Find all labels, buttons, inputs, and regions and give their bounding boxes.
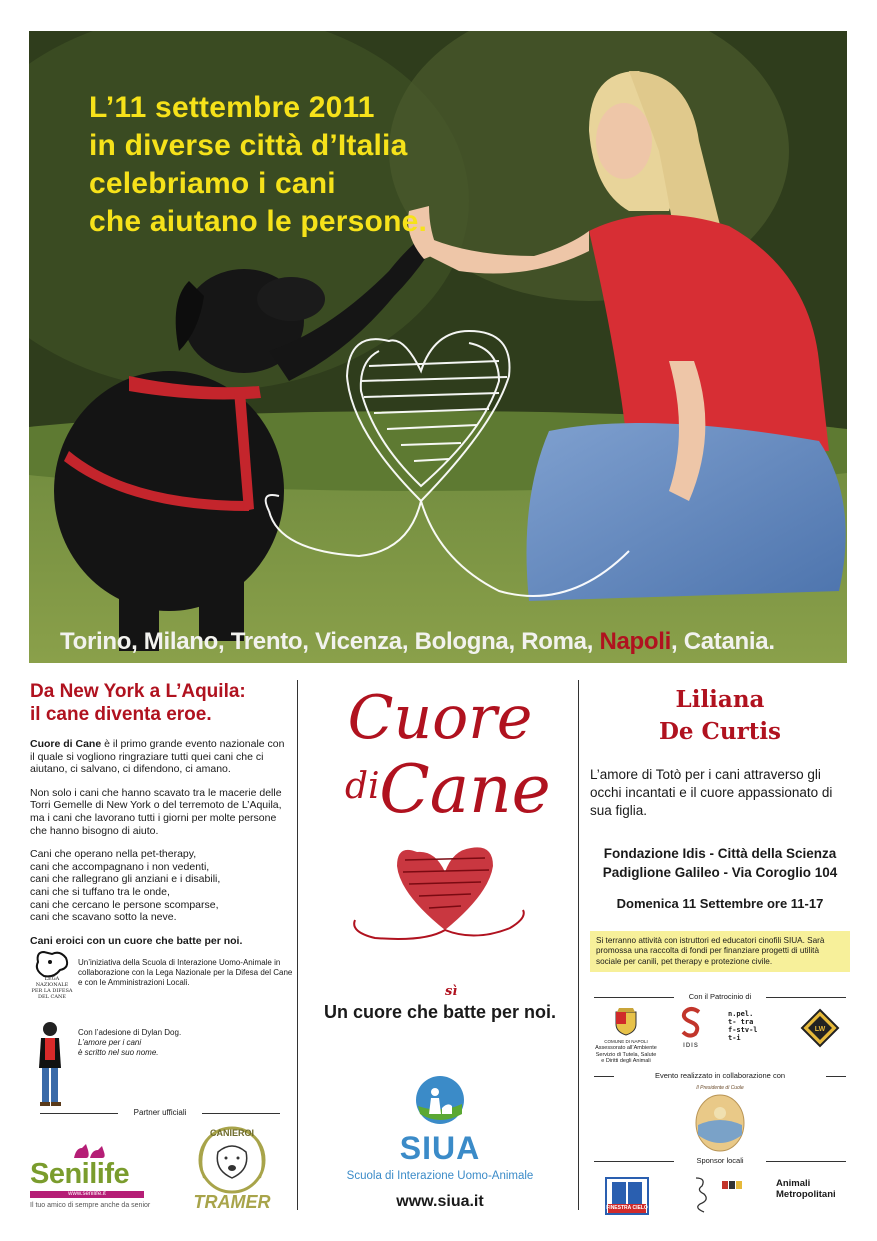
animali-line: Metropolitani bbox=[776, 1189, 836, 1200]
window-icon bbox=[602, 1174, 652, 1218]
festival-line: t-i bbox=[728, 1034, 741, 1042]
finestra-cielo-logo bbox=[602, 1174, 652, 1218]
comune-napoli-logo bbox=[590, 1006, 662, 1062]
list-line: cani che scavano sotto la neve. bbox=[30, 911, 177, 924]
comune-name: COMUNE DI NAPOLI bbox=[604, 1038, 648, 1044]
senilife-url: www.senilife.it bbox=[30, 1191, 144, 1198]
headline-line: celebriamo i cani bbox=[89, 167, 336, 200]
dylan-text bbox=[78, 1028, 181, 1058]
list-line: cani che accompagnano i non vedenti, bbox=[30, 860, 210, 873]
idis-caption: IDIS bbox=[683, 1043, 699, 1049]
left-title-line: il cane diventa eroe. bbox=[30, 704, 212, 725]
headline-line: L’11 settembre 2011 bbox=[89, 91, 375, 124]
senilife-tagline: Il tuo amico di sempre anche da senior bbox=[30, 1202, 151, 1209]
guest-description: L’amore di Totò per i cani attraverso gli occhi incantati e il cuore appassionato di sua figlia. bbox=[590, 767, 833, 818]
rule bbox=[202, 1113, 280, 1114]
lega-logo-line: LEGA bbox=[44, 976, 60, 982]
paragraph-list bbox=[30, 848, 290, 924]
paragraph: Non solo i cani che hanno scavato tra le macerie delle Torri Gemelle di New York o del terremoto de L’Aquila, ma i cani che lavorano tutti i giorni per molte persone che hanno bisogno di aiuto. bbox=[30, 786, 282, 837]
coat-of-arms-icon bbox=[613, 1006, 639, 1036]
cities-highlight-napoli: Napoli bbox=[599, 628, 671, 655]
dylan-line: L’amore per i cani bbox=[78, 1038, 142, 1047]
tramer-top: CANIEROI bbox=[209, 1128, 254, 1138]
collab-header bbox=[590, 1071, 850, 1080]
lega-logo-line: NAZIONALE bbox=[35, 982, 69, 988]
sponsor-header bbox=[590, 1156, 850, 1165]
finestra-name: FINESTRA CIELO bbox=[606, 1205, 648, 1211]
left-body bbox=[30, 738, 290, 947]
rule bbox=[766, 1161, 846, 1162]
siua-logo bbox=[305, 1074, 575, 1184]
dylan-dog-icon bbox=[32, 1020, 68, 1108]
partners-label: Partner ufficiali bbox=[133, 1108, 187, 1117]
guest-name-line: De Curtis bbox=[658, 718, 782, 745]
list-line: cani che rallegrano gli anziani e i disabili, bbox=[30, 873, 221, 886]
slogan bbox=[305, 984, 575, 1023]
event-date: Domenica 11 Settembre ore 11-17 bbox=[616, 896, 824, 911]
lega-logo-line: DEL CANE bbox=[37, 994, 67, 1000]
rule bbox=[594, 1076, 614, 1077]
svg-text:LW: LW bbox=[814, 1026, 826, 1033]
dylan-line: Con l’adesione di Dylan Dog. bbox=[78, 1028, 182, 1037]
lega-logo-line: PER LA DIFESA bbox=[31, 988, 73, 994]
dylan-block bbox=[30, 1020, 290, 1110]
idis-logo bbox=[674, 1006, 708, 1060]
rule bbox=[594, 997, 674, 998]
siua-globe-icon bbox=[414, 1074, 466, 1126]
rule bbox=[766, 997, 846, 998]
animali-line: Animali bbox=[776, 1178, 811, 1189]
sponsor-small-logo bbox=[722, 1178, 742, 1190]
animali-metropolitani-logo bbox=[776, 1178, 836, 1200]
painted-egg-icon bbox=[693, 1091, 747, 1153]
guest-name bbox=[590, 684, 850, 748]
collab-label: Evento realizzato in collaborazione con bbox=[654, 1071, 786, 1080]
comune-caption-line: Assessorato all’Ambiente bbox=[595, 1045, 657, 1051]
hero-headline bbox=[89, 89, 427, 241]
patrocinio-header bbox=[590, 992, 850, 1001]
logo-word-di: di bbox=[345, 766, 380, 807]
comune-caption-line: Servizio di Tutela, Salute bbox=[595, 1051, 657, 1058]
cuore-di-cane-heart-icon bbox=[305, 680, 575, 940]
partners-header bbox=[30, 1108, 290, 1117]
left-title-line: Da New York a L’Aquila: bbox=[30, 681, 246, 702]
diamond-badge-icon bbox=[800, 1008, 840, 1048]
venue bbox=[590, 844, 850, 882]
paragraph bbox=[30, 935, 290, 948]
lega-text: Un’iniziativa della Scuola di Interazione Uomo-Animale in collaborazione con la Lega Nazionale per la Difesa del Cane e con le Amministrazioni Locali. bbox=[78, 958, 293, 987]
venue-line: Padiglione Galileo - Via Coroglio 104 bbox=[602, 865, 838, 880]
closing-bold: Cani eroici con un cuore che batte per noi. bbox=[30, 934, 243, 947]
guest-name-line: Liliana bbox=[675, 686, 765, 713]
tramer-name: TRAMER bbox=[193, 1192, 271, 1212]
paragraph bbox=[30, 738, 290, 776]
festival-line: n.pel. bbox=[728, 1010, 754, 1018]
rule bbox=[40, 1113, 118, 1114]
headline-line: in diverse città d’Italia bbox=[89, 129, 408, 162]
lega-logo bbox=[30, 948, 74, 1004]
lw-logo bbox=[800, 1008, 840, 1048]
column-divider bbox=[297, 680, 298, 1210]
comune-caption-line: e Diritti degli Animali bbox=[601, 1058, 651, 1064]
right-column bbox=[590, 680, 850, 1211]
rule bbox=[594, 1161, 674, 1162]
column-divider bbox=[578, 680, 579, 1210]
list-line: Cani che operano nella pet-therapy, bbox=[30, 848, 197, 861]
patrocinio-label: Con il Patrocinio di bbox=[688, 992, 752, 1001]
headline-line: che aiutano le persone. bbox=[89, 205, 428, 238]
left-column bbox=[30, 680, 293, 1212]
sponsor-script-logo bbox=[692, 1174, 712, 1214]
senilife-logo bbox=[30, 1138, 151, 1209]
sponsor-label: Sponsor locali bbox=[696, 1156, 744, 1165]
logo-word-cuore: Cuore bbox=[347, 683, 533, 753]
cities-text: Torino, Milano, Trento, Vicenza, Bologna, Roma, bbox=[60, 628, 600, 655]
script-monogram-icon bbox=[692, 1174, 712, 1214]
event-note: Si terranno attività con istruttori ed educatori cinofili SIUA. Sarà promossa una raccolta di fondi per finanziare progetti di utilità sociale per canili, pet therapy e protezione civile. bbox=[590, 931, 850, 972]
tramer-logo bbox=[182, 1122, 282, 1214]
venue-line: Fondazione Idis - Città della Scienza bbox=[603, 846, 837, 861]
list-line: cani che cercano le persone scomparse, bbox=[30, 898, 219, 911]
slogan-insert: sì bbox=[445, 984, 458, 999]
festival-line: f-stv-l bbox=[728, 1026, 758, 1034]
siua-subtitle: Scuola di Interazione Uomo-Animale bbox=[346, 1170, 534, 1182]
small-brand-icon bbox=[722, 1179, 742, 1191]
slogan-end: batte per noi. bbox=[438, 1002, 557, 1022]
festival-logo bbox=[728, 1010, 770, 1046]
cuore-di-cane-logo bbox=[305, 680, 575, 940]
collab-logo bbox=[688, 1085, 752, 1157]
hero-photo bbox=[29, 31, 847, 663]
siua-name: SIUA bbox=[399, 1130, 481, 1166]
cities-text-end: , Catania. bbox=[670, 628, 775, 655]
senilife-name: Senilife bbox=[30, 1158, 130, 1190]
siua-website-link[interactable]: www.siua.it bbox=[396, 1193, 484, 1210]
festival-line: t- tra bbox=[728, 1018, 754, 1026]
left-title bbox=[30, 680, 290, 726]
event-name: Cuore di Cane bbox=[30, 738, 102, 750]
dylan-line: è scritto nel suo nome. bbox=[78, 1048, 159, 1057]
rule bbox=[826, 1076, 846, 1077]
slogan-start: Un cuore che bbox=[323, 1002, 438, 1022]
paragraph-text: è il primo grande evento nazionale con il quale si vogliono ringraziare tutti quei cani che ci aiutano, ci salvano, ci difendono, ci amano. bbox=[30, 738, 285, 776]
lega-block bbox=[30, 948, 293, 1008]
list-line: cani che si tuffano tra le onde, bbox=[30, 885, 170, 898]
cities-list bbox=[60, 628, 775, 656]
logo-word-cane: Cane bbox=[379, 751, 551, 828]
collab-caption: Il Presidente di Cuole bbox=[696, 1085, 744, 1091]
idis-s-icon bbox=[679, 1006, 703, 1038]
